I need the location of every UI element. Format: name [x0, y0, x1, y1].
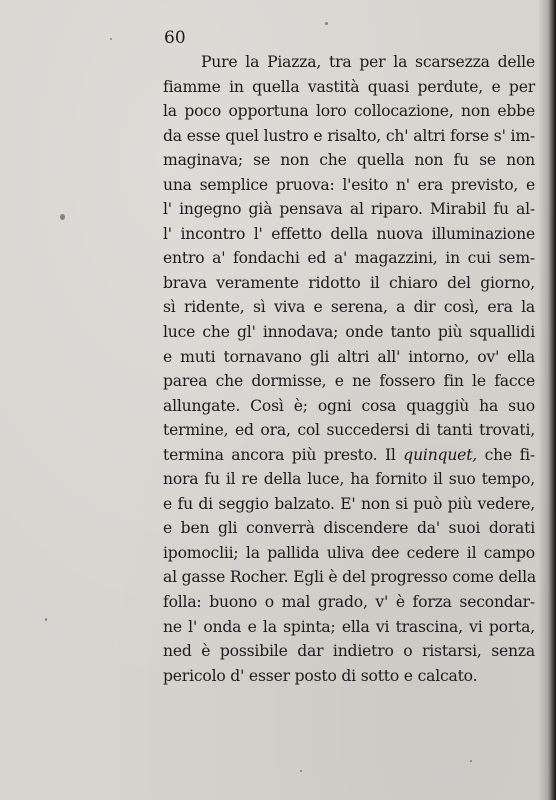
- text-segment: che fi-: [477, 445, 535, 464]
- text-line: una semplice pruova: l'esito n' era previsto, e: [163, 175, 535, 194]
- page-number: 60: [164, 28, 186, 48]
- text-line: parea che dormisse, e ne fossero fin le facce: [163, 372, 535, 391]
- body-text: [163, 50, 535, 688]
- paper-speck: [300, 770, 302, 772]
- paper-speck: [110, 38, 112, 40]
- text-line: sì ridente, sì viva e serena, a dir così, era la: [163, 298, 535, 317]
- text-line: al gasse Rocher. Egli è del progresso come della: [163, 568, 536, 587]
- paper-speck: [60, 214, 65, 220]
- text-line: allungate. Così è; ogni cosa quaggiù ha suo: [163, 396, 535, 415]
- text-line: entro a' fondachi ed a' magazzini, in cui sem-: [163, 249, 535, 268]
- text-line: brava veramente ridotto il chiaro del giorno,: [163, 273, 535, 292]
- text-line: luce che gl' innodava; onde tanto più squallidi: [163, 323, 535, 342]
- text-segment: termina ancora più presto. Il: [163, 445, 396, 464]
- text-line: l' ingegno già pensava al riparo. Mirabil fu al-: [163, 200, 535, 219]
- text-line: ne l' onda e la spinta; ella vi trascina, vi porta,: [163, 617, 535, 636]
- text-line: fiamme in quella vastità quasi perdute, e per: [163, 77, 535, 96]
- text-line: termine, ed ora, col succedersi di tanti trovati,: [163, 421, 535, 440]
- paper-speck: [45, 618, 47, 621]
- text-line: ned è possibile dar indietro o ristarsi, senza: [163, 642, 535, 661]
- page-edge-shadow: [538, 0, 556, 800]
- text-line: e ben gli converrà discendere da' suoi dorati: [163, 519, 535, 538]
- text-line: maginava; se non che quella non fu se non: [163, 151, 535, 170]
- text-line: da esse quel lustro e risalto, ch' altri forse s' im-: [163, 126, 535, 145]
- text-line: ipomoclii; la pallida uliva dee cedere il campo: [163, 543, 535, 562]
- text-line: pericolo d' esser posto di sotto e calcato.: [163, 666, 478, 685]
- text-line: l' incontro l' effetto della nuova illuminazione: [163, 224, 535, 243]
- text-line-with-italic: [163, 443, 535, 468]
- text-line: folla: buono o mal grado, v' è forza secondar-: [163, 593, 535, 612]
- text-line: nora fu il re della luce, ha fornito il suo tempo,: [163, 470, 535, 489]
- paper-speck: [470, 760, 472, 762]
- paper-speck: [325, 22, 328, 25]
- text-line: e muti tornavano gli altri all' intorno, ov' ella: [163, 347, 535, 366]
- text-line: la poco opportuna loro collocazione, non ebbe: [163, 102, 535, 121]
- text-line: Pure la Piazza, tra per la scarsezza delle: [201, 53, 535, 71]
- text-line: e fu di seggio balzato. E' non si può più vedere,: [163, 494, 535, 513]
- italic-word: quinquet,: [403, 445, 478, 464]
